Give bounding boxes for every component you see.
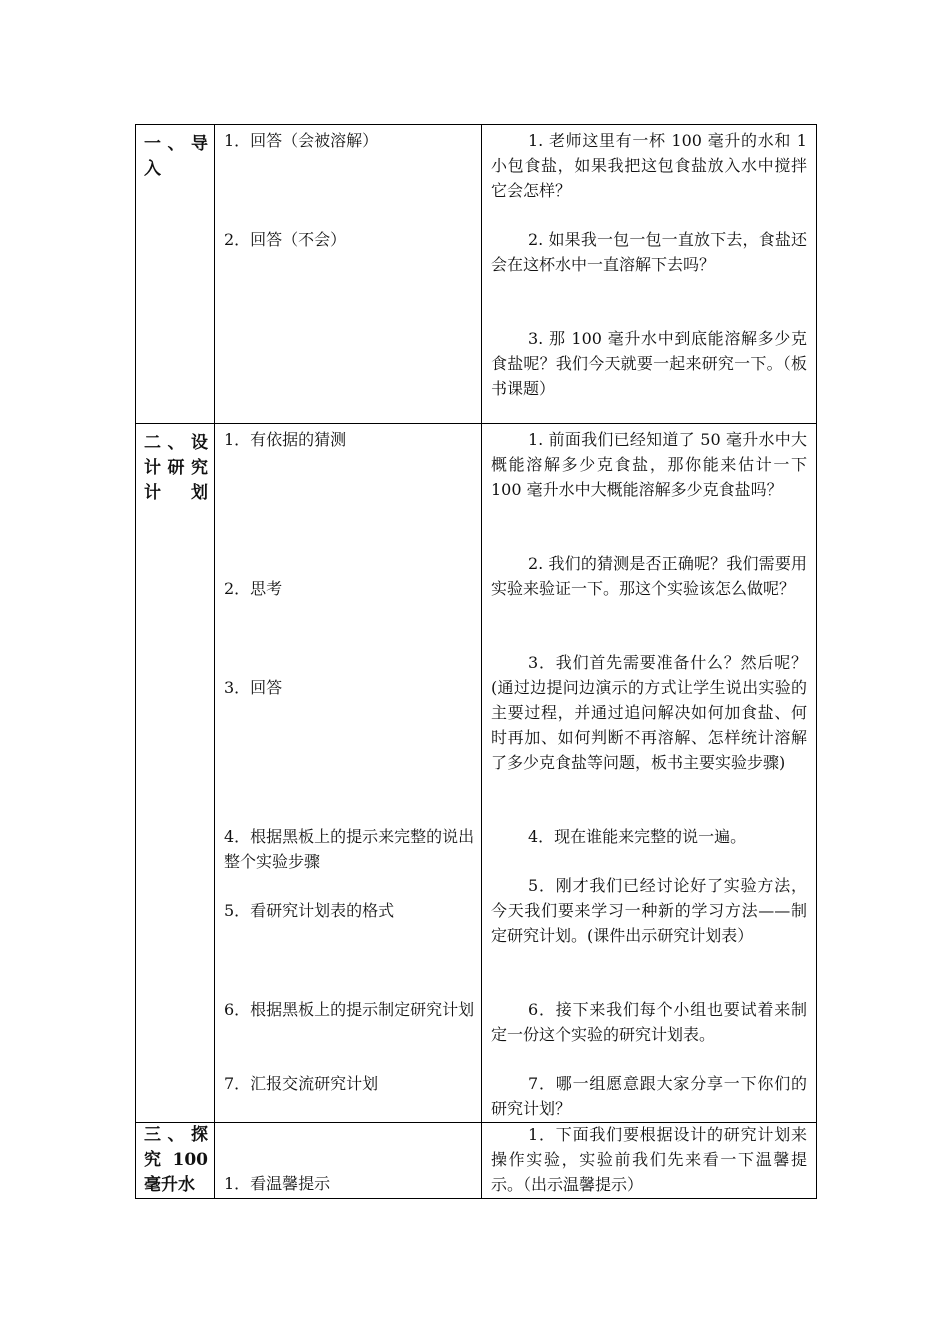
student-item: 1．看温馨提示 — [224, 1174, 331, 1193]
student-item: 5．看研究计划表的格式 — [224, 901, 395, 920]
teacher-item: 2. 如果我一包一包一直放下去，食盐还会在这杯水中一直溶解下去吗？ — [491, 230, 807, 274]
student-item: 2．思考 — [224, 579, 283, 598]
teacher-item: 4．现在谁能来完整的说一遍。 — [528, 827, 747, 846]
teacher-item: 1．下面我们要根据设计的研究计划来操作实验，实验前我们先来看一下温馨提示。（出示温馨提示） — [491, 1125, 807, 1194]
table-row — [136, 1123, 817, 1199]
student-item: 7．汇报交流研究计划 — [224, 1074, 379, 1093]
table-row — [136, 424, 817, 1123]
student-item: 1．回答（会被溶解） — [224, 131, 379, 150]
teacher-item: 6．接下来我们每个小组也要试着来制定一份这个实验的研究计划表。 — [491, 1000, 807, 1044]
student-item: 2．回答（不会） — [224, 230, 347, 249]
student-activity-cell — [215, 125, 482, 424]
stage-label: 一、导入 — [144, 134, 208, 179]
lesson-plan-table — [135, 124, 817, 1199]
teacher-activity-cell — [482, 424, 817, 1123]
stage-cell — [136, 125, 215, 424]
student-activity-cell — [215, 1123, 482, 1199]
teacher-activity-cell — [482, 1123, 817, 1199]
teacher-item: 3．我们首先需要准备什么？然后呢？(通过边提问边演示的方式让学生说出实验的主要过程，并通过追问解决如何加食盐、何时再加、如何判断不再溶解、怎样统计溶解了多少克食盐等问题，板书主要实验步骤) — [491, 653, 807, 772]
stage-cell — [136, 1123, 215, 1199]
student-item: 3．回答 — [224, 678, 283, 697]
stage-cell — [136, 424, 215, 1123]
student-activity-cell — [215, 424, 482, 1123]
teacher-activity-cell — [482, 125, 817, 424]
teacher-item: 1. 前面我们已经知道了 50 毫升水中大概能溶解多少克食盐，那你能来估计一下 100 毫升水中大概能溶解多少克食盐吗？ — [491, 430, 807, 499]
teacher-item: 3. 那 100 毫升水中到底能溶解多少克食盐呢？我们今天就要一起来研究一下。（板书课题） — [491, 329, 807, 398]
student-item: 1．有依据的猜测 — [224, 430, 347, 449]
student-item: 4．根据黑板上的提示来完整的说出整个实验步骤 — [224, 827, 475, 871]
teacher-item: 2. 我们的猜测是否正确呢？我们需要用实验来验证一下。那这个实验该怎么做呢？ — [491, 554, 807, 598]
stage-label: 三、探究 100 毫升水 — [144, 1125, 208, 1195]
teacher-item: 1. 老师这里有一杯 100 毫升的水和 1 小包食盐，如果我把这包食盐放入水中搅拌它会怎样？ — [491, 131, 807, 200]
stage-label: 二、设计研究计划 — [144, 433, 208, 503]
teacher-item: 7．哪一组愿意跟大家分享一下你们的研究计划？ — [491, 1074, 807, 1118]
table-row — [136, 125, 817, 424]
student-item: 6．根据黑板上的提示制定研究计划 — [224, 1000, 475, 1019]
teacher-item: 5．刚才我们已经讨论好了实验方法，今天我们要来学习一种新的学习方法——制定研究计划。(课件出示研究计划表） — [491, 876, 807, 945]
